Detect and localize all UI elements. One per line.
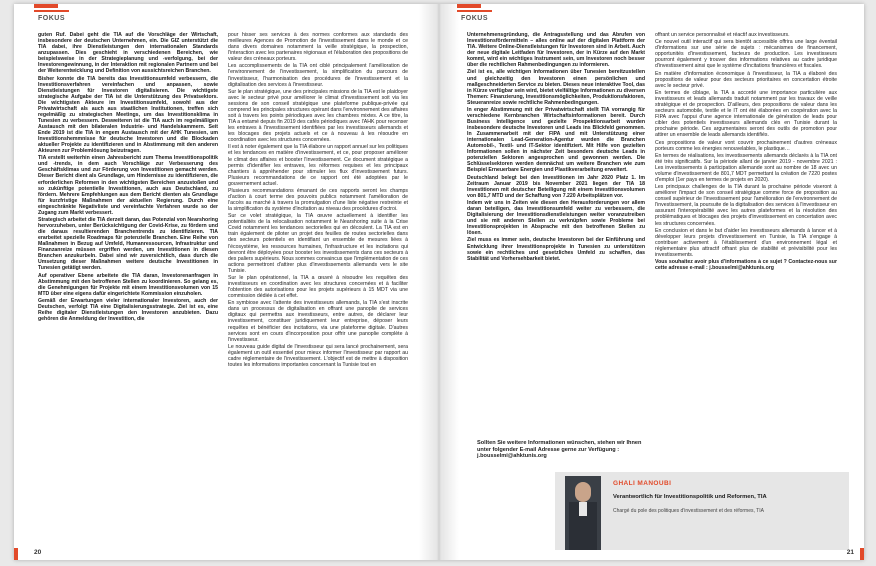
paragraph: guten Ruf. Dabei geht die TIA auf die Vorschläge der Wirtschaft, insbesondere der deutschen Unternehmen, ein. Die GIZ unterstützt die TIA dabei, ihre Dienstleistungen den internationalen Standards anzupassen. Dies geschieht in verschiedenen Bereichen, wie beispielsweise in der Strategieplanung und -verfolgung, bei der Investorengewinnung, in der Interaktion mit regionalen Partnern und bei der Weiterentwicklung und Definition von aussichtsreichen Branchen.: [38, 32, 218, 75]
paragraph: Le nouveau guide digital de l'investisseur qui sera lancé prochainement, sera également un outil essentiel pour mieux informer l'investisseur par rapport au cadre réglementaire de l'investissement. L'objectif est de mettre à disposition toutes les informations importantes concernant la Tunisie tout en: [228, 343, 408, 368]
article-column-german: [38, 32, 218, 532]
right-page: [439, 4, 864, 560]
paragraph: Gemäß der Erwartungen vieler internationaler Investoren, auch der Deutschen, verfolgt TIA eine Digitalisierungsstrategie. Ziel ist es, eine Reihe digitaler Dienstleistungen den Investoren anzubieten. Dazu gehören die Anmeldung der Investition, die: [38, 297, 218, 323]
page-number-accent: [860, 548, 864, 560]
article-column-german: [467, 32, 645, 442]
paragraph: Bisher konnte die TIA bereits das Investitionsumfeld verbessern, die Investitionsverfahren vereinfachen und anpassen, sowie Dienstleistungen für Investoren digitalisieren. Die wichtigste strategische Aufgabe der TIA ist die Unterstützung des Privatsektors. Die wichtigsten Akteure im Investitionsumfeld, sowohl aus der Privatwirtschaft als auch aus staatlichen Institutionen, treffen sich regelmäßig zu strategischen Meetings, um das Investitionsklima in Tunesien zu verbessern. Desweiteren ist die TIA auch im regelmäßigen Austausch mit den bilateralen Industrie- und Handelskammern. Seit Ende 2019 ist die TIA in engem Austausch mit der AHK Tunesien, um Investitionshemmnisse für deutsche Investoren und die Blockaden aktueller Projekte zu identifizieren und in Abstimmung mit den anderen Akteuren zur Problemlösung beizutragen.: [38, 75, 218, 155]
paragraph: Sur ce volet stratégique, la TIA œuvre actuellement à identifier les potentialités de la relocalisation notamment le Nearshoring suite à la Crise Covid notamment les tendances sectorielles qui en découlent. La TIA est en train également de piloter un projet des feuilles de routes sectorielles dans des secteurs potentiels en identifiant un ensemble de mesures liées à l'écosystème, les ressources humaines, l'infrastructure et les incitations qui devront être déployées pour booster les investissements dans ces secteurs à des paliers supérieurs. Nous sommes convaincus que l'implémentation de ces actions permettront d'attirer plus d'investissements allemands vers le site Tunisie.: [228, 213, 408, 274]
paragraph: Il est à noter également que la TIA élabore un rapport annuel sur les politiques et les tendances en matière d'investissement, et ce, pour proposer améliorer le climat des affaires et booster l'investissement. Ce document stratégique a permis d'identifier les entraves, les réformes requises et les principaux chantiers à appréhender pour stimuler les flux d'investissement futurs. Plusieurs recommandations de ce rapport ont été adoptées par le gouvernement actuel.: [228, 144, 408, 187]
paragraph: Ces propositions de valeur vont couvrir prochainement d'autres créneaux porteurs comme les énergies renouvelables, le plastique…: [655, 139, 837, 152]
paragraph: Sur le plan opérationnel, la TIA a œuvré à résoudre les requêtes des investisseurs en coordination avec les structures concernées et à faciliter l'obtention des autorisations pour les projets supérieurs à 15 MDT via une commission dédiée à cet effet.: [228, 274, 408, 300]
paragraph: Strategisch arbeitet die TIA derzeit daran, das Potenzial von Nearshoring hervorzuheben, unter Berücksichtigung der Covid-Krise, zu fördern und die daraus resultierenden Branchentrends zu identifizieren. TIA erarbeitet spezielle Roadmaps für potenzielle Branchen. Eine Reihe von Maßnahmen in Bezug auf Umfeld, Humanressourcen, Infrastruktur und Finanzanreize müssen ergriffen werden, um Investitionen in diesen Branchen anzukurbeln. Dabei sind wir zuversichtlich, dass durch die Umsetzung dieser Maßnahmen weitere deutsche Investitionen in Tunesien getätigt werden.: [38, 216, 218, 272]
author-name: GHALI MANOUBI: [613, 480, 672, 487]
paragraph: Ziel ist es, alle wichtigen Informationen über Tunesien bereitzustellen und gleichzeitig den Investoren einen persönlichen und maßgeschneiderten Service zu bieten. Dieses neue interaktive Tool, das in Kürze verfügbar sein wird, bietet vielfältige Informationen zu diversen Themen: Finanzierung, Investitionsmöglichkeiten, Produktionsfaktoren, Steueranreize sowie rechtliche Rahmenbedingungen.: [467, 69, 645, 106]
paragraph: En conclusion et dans le but d'aider les investisseurs allemands à lancer et à développer leurs projets d'investissement en Tunisie, la TIA s'engage à contribuer activement à l'établissement d'un environnement légal et réglementaire plus attractif offrant plus de stabilité et prévisibilité pour les investissements.: [655, 227, 837, 258]
paragraph: En matière d'information économique à l'investisseur, la TIA a élaboré des propositions de valeur pour des secteurs prioritaires en concertation étroite avec le secteur privé.: [655, 70, 837, 89]
section-tag: FOKUS: [457, 10, 492, 24]
page-number: 20: [34, 549, 42, 556]
author-box: [555, 472, 849, 550]
paragraph: Les accomplissements de la TIA ont ciblé principalement l'amélioration de l'environnement de l'investissement, la simplification du parcours de l'investisseur, l'harmonisation des procédures de l'investissement et la digitalisation des services à l'investisseur.: [228, 63, 408, 88]
article-column-french: [655, 32, 837, 532]
paragraph: En termes de réalisations, les investissements allemands déclarés à la TIA ont été très significatifs. Sur la période allant de janvier 2019 - novembre 2021 : Les investissements à participation allemande sont au nombre de 18 avec un volume d'investissement de 801,7 MDT permettant la création de 7220 postes d'emploi (1er pays en termes de projets en 2020).: [655, 152, 837, 184]
portrait-photo: [565, 476, 601, 550]
page-number: 21: [846, 549, 854, 556]
paragraph: pour hisser ses services à des normes conformes aux standards des meilleures Agences de Promotion de l'investissement dans le monde et ce dans divers domaines notamment la veille stratégique, la prospection, l'interaction avec les partenaires régionaux et l'élaboration des propositions de valeur des créneaux porteurs.: [228, 32, 408, 63]
author-description: Chargé du pole des politiques d'investissement et des réformes, TIA: [613, 508, 764, 514]
page-number-accent: [14, 548, 18, 560]
paragraph: Indem wir uns in Zeiten wie diesen den Herausforderungen vor allem daran beteiligen, das Investitionsumfeld weiter zu verbessern, die Digitalisierung der Investitionsdienstleistungen weiter voranzutreiben und sie mit anderen Stellen zu verknüpfen sowie Probleme bei Investitionsprojekten in Absprache mit den betroffenen Stellen zu lösen.: [467, 200, 645, 237]
paragraph: Ce nouvel outil interactif qui sera bientôt accessible offrira une large éventail d'informations sur une série de sujets : mécanismes de financement, opportunités d'investissement, facteurs de production. Les investisseurs pourront également y trouver des informations relatives au cadre juridique d'investissement ainsi que le système d'incitations financières et fiscales.: [655, 39, 837, 70]
paragraph: Sur le plan stratégique, une des principales missions de la TIA est le plaidoyer avec le secteur privé pour améliorer le climat d'investissement soit via les sessions de son conseil stratégique une plateforme publique-privée qui comprend les principales structures opérant dans l'environnement des affaires soit à travers les points périodiques avec les chambres mixtes. A ce titre, la TIA a entamé depuis fin 2019 des cafés périodiques avec l'AHK pour recenser les entraves à l'investissement identifiées par les investisseurs allemands et les blocages des projets actuels et ce à nouveau à les résoudre en coordination avec les structures concernées.: [228, 88, 408, 144]
author-role: Verantwortlich für Investitionspolitik und Reformen, TIA: [613, 494, 767, 500]
contact-note-french: Vous souhaitez avoir plus d'informations à ce sujet ? Contactez-nous sur cette adresse e-mail : j.bousselmi@ahktunis.org: [655, 259, 837, 272]
left-page: [14, 4, 439, 560]
magazine-spread: [14, 4, 864, 560]
header-accent-bar: [34, 4, 58, 8]
header-accent-bar: [457, 4, 481, 8]
paragraph: Les principaux challenges de la TIA durant la prochaine période viseront à améliorer l'impact de son conseil stratégique comme force de proposition au conseil supérieur de l'investissement pour l'amélioration de l'environnement de l'investissement, la poursuite de la digitalisation des services à l'investisseur en assurant l'interopérabilité avec les autres plateformes et la résolution des problématiques et blocages des projets d'investissement en concertation avec les structures concernées.: [655, 184, 837, 227]
paragraph: Plusieurs recommandations émanant de ces rapports seront les champs d'action à court terme des pouvoirs publics notamment l'amélioration de l'accès au marché à travers la promulgation d'une liste négative restreinte et la simplification du système d'incitation au niveau des procédures d'octroi.: [228, 187, 408, 213]
paragraph: Unternehmensgründung, die Antragsstellung und das Abrufen von Investitionsfördermitteln – alles online auf der digitalen Plattform der TIA. Weitere Online-Dienstleistungen für Investoren sind in Arbeit. Auch der neue digitale Leitfaden für Investoren, der in Kürze auf den Markt kommt, wird ein wichtiges Instrument sein, um Investoren noch besser über die rechtlichen Rahmenbedingungen zu informieren.: [467, 32, 645, 69]
paragraph: Ziel muss es immer sein, deutsche Investoren bei der Einführung und Entwicklung ihrer Investitionsprojekte in Tunesien zu unterstützen sowie ein rechtliches und gesetzliches Umfeld zu schaffen, das Stabilität und Vorhersehbarkeit bietet.: [467, 237, 645, 262]
paragraph: In enger Abstimmung mit der Privatwirtschaft stellt TIA vorrangig für verschiedene Kernbranchen Wirtschaftsinformationen bereit. Durch Business Intelligence und gezielte Prospektionsarbeit wurden insbesondere deutsche Investoren und Leads ins Blickfeld genommen. In Zusammenarbeit mit der FIPA und mit Unterstützung einer internationalen Lead-Generation-Agentur wurden die Branchen Automobil-, Textil- und IT-Sektor identifiziert. Mit Hilfe von gezielten Informationen sollen in nächster Zeit besonders deutsche Leads in potenziellen Sektoren angesprochen und gewonnen werden. Die Schlüsselsektoren werden demnächst um weitere Branchen wie zum Beispiel Erneuerbare Energien und Plastikverarbeitung erweitert.: [467, 106, 645, 174]
paragraph: Deutschland belegt bei den Investitionen im Jahr 2020 Platz 1. Im Zeitraum Januar 2019 bis November 2021 liegen der TIA 18 Investitionen mit deutscher Beteiligung mit einem Investitionsvolumen von 801,7 MTD und der Schaffung von 7.220 Arbeitsplätzen vor.: [467, 174, 645, 199]
section-tag: FOKUS: [34, 10, 69, 24]
paragraph: TIA erstellt weiterhin einen Jahresbericht zum Thema Investitionspolitik und -trends, in dem auch Vorschläge zur Verbesserung des Geschäftsklimas und zur Förderung von Investitionen gemacht werden. Dieser Bericht dient als Grundlage, um Hindernisse zu identifizieren, die erforderlichen Reformen in den wichtigsten Bereichen anzustoßen und so zukünftige potentielle Investitionen, auch aus Deutschland, zu fördern. Mehrere Empfehlungen aus dem Bericht dienten als Grundlage für kurzfristige Maßnahmen der aktuellen Regierung. Durch eine eingeschränkte Negativliste und vereinfachte Verfahren wurde so der Zugang zum Markt verbessert.: [38, 155, 218, 216]
paragraph: Auf operativer Ebene arbeitete die TIA daran, Investorenanfragen in Abstimmung mit den betroffenen Stellen zu koordinieren. So gelang es, die Genehmigungen für Projekte mit einem Investitionsvolumen von 15 MTD über eine eigens dafür eingerichtete Kommission einzuholen.: [38, 272, 218, 297]
paragraph: En symbiose avec l'attente des investisseurs allemands, la TIA s'est inscrite dans un processus de digitalisation en offrant une panoplie de services digitaux qui permettra aux investisseurs, entre autres, de déclarer leur investissement, constituer juridiquement leur entreprise, déposer leurs requêtes et bénéficier des incitations, via une plateforme digitale. D'autres services sont en cours d'incorporation pour offrir une panoplie complète à l'investisseur.: [228, 300, 408, 343]
paragraph: En termes de ciblage, la TIA a accordé une importance particulière aux investisseurs et leads allemands traduit notamment par les travaux de veille stratégique et de prospection. D'ailleurs, des propositions de valeur dans les secteurs automobile, textile et le IT ont été élaborées en coopération avec la FIPA avec l'appui d'une agence internationale de génération de leads pour cibler des potentiels investisseurs allemands clés en Tunisie durant la prochaine période. Ces argumentaires seront des outils de promotion pour attirer un ensemble de leads allemands identifiés.: [655, 89, 837, 139]
article-column-french: [228, 32, 408, 532]
contact-note-german: Sollten Sie weitere Informationen wünschen, stehen wir Ihnen unter folgender E-mail Adresse gerne zur Verfügung : j.bousselmi@ahktunis.org: [477, 440, 642, 460]
paragraph: offrant un service personnalisé et réactif aux investisseurs.: [655, 32, 790, 38]
